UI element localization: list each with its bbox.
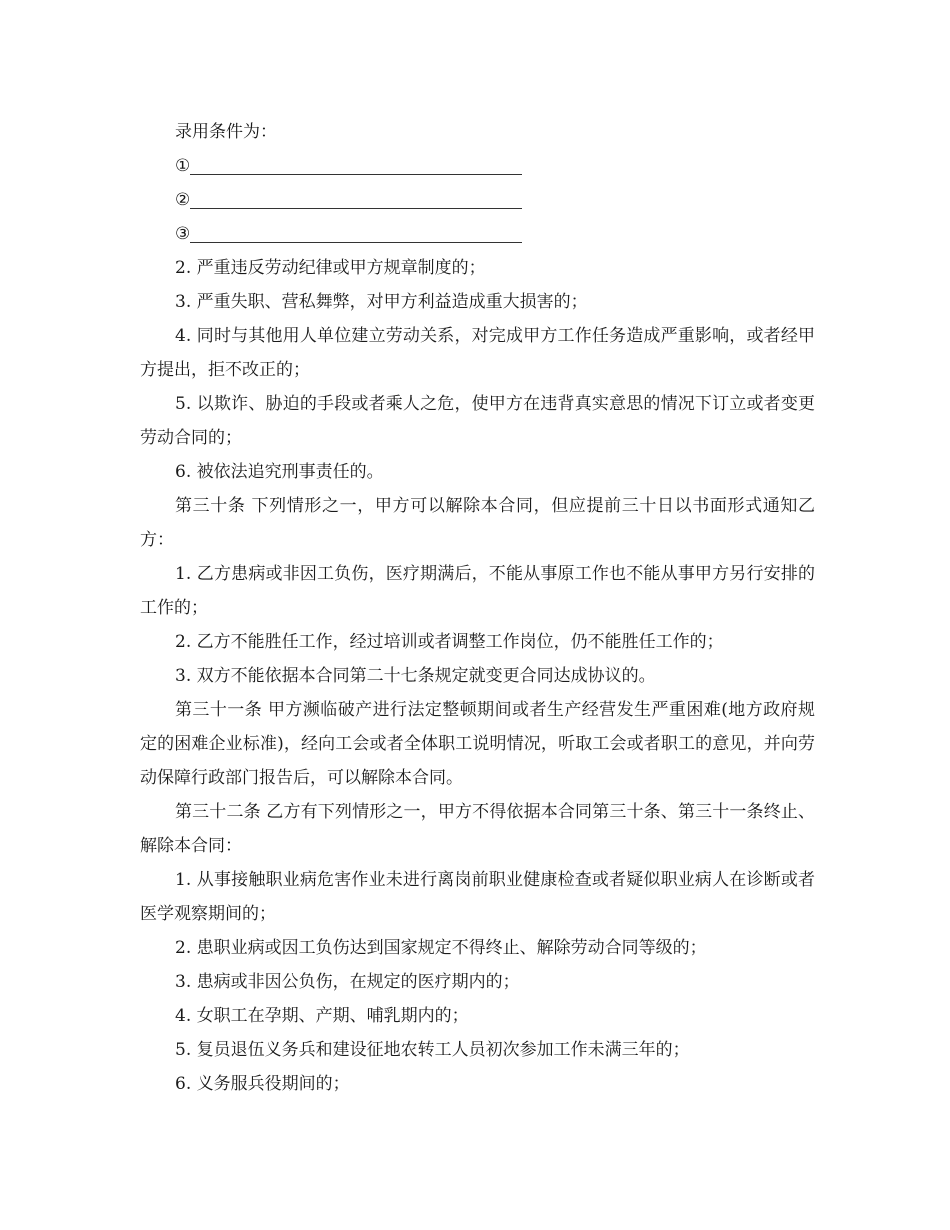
clause-item: 6. 被依法追究刑事责任的。 (175, 462, 384, 482)
article-32: 第三十二条 乙方有下列情形之一，甲方不得依据本合同第三十条、第三十一条终止、解除本合同： (140, 802, 815, 856)
fill-in-line (190, 174, 522, 175)
clause-item: 1. 乙方患病或非因工负伤，医疗期满后，不能从事原工作也不能从事甲方另行安排的工作的； (140, 564, 815, 618)
clause-item: 4. 女职工在孕期、产期、哺乳期内的； (175, 1006, 469, 1026)
blank-marker: ① (175, 156, 191, 176)
blank-line-3 (140, 217, 815, 251)
article-30: 第三十条 下列情形之一，甲方可以解除本合同，但应提前三十日以书面形式通知乙方： (140, 496, 815, 550)
clause-item: 5. 以欺诈、胁迫的手段或者乘人之危，使甲方在违背真实意思的情况下订立或者变更劳动合同的； (140, 394, 815, 448)
clause-item: 2. 患职业病或因工负伤达到国家规定不得终止、解除劳动合同等级的； (175, 938, 707, 958)
clause-item: 3. 严重失职、营私舞弊，对甲方利益造成重大损害的； (175, 292, 588, 312)
article-31: 第三十一条 甲方濒临破产进行法定整顿期间或者生产经营发生严重困难(地方政府规定的困难企业标准)，经向工会或者全体职工说明情况，听取工会或者职工的意见，并向劳动保障行政部门报告后，可以解除本合同。 (140, 700, 815, 788)
blank-marker: ③ (175, 224, 191, 244)
clause-item: 2. 严重违反劳动纪律或甲方规章制度的； (175, 258, 486, 278)
fill-in-line (190, 208, 522, 209)
clause-item: 3. 双方不能依据本合同第二十七条规定就变更合同达成协议的。 (175, 666, 656, 686)
clause-item: 3. 患病或非因公负伤，在规定的医疗期内的； (175, 972, 520, 992)
clause-item: 6. 义务服兵役期间的； (175, 1074, 350, 1094)
blank-line-2 (140, 183, 815, 217)
conditions-heading: 录用条件为： (175, 122, 277, 142)
clause-item: 2. 乙方不能胜任工作，经过培训或者调整工作岗位，仍不能胜任工作的； (175, 632, 724, 652)
blank-marker: ② (175, 190, 191, 210)
clause-item: 5. 复员退伍义务兵和建设征地农转工人员初次参加工作未满三年的； (175, 1040, 690, 1060)
blank-line-1 (140, 149, 815, 183)
contract-body (140, 115, 815, 1101)
clause-item: 1. 从事接触职业病危害作业未进行离岗前职业健康检查或者疑似职业病人在诊断或者医学观察期间的； (140, 870, 815, 924)
fill-in-line (190, 242, 522, 243)
clause-item: 4. 同时与其他用人单位建立劳动关系，对完成甲方工作任务造成严重影响，或者经甲方提出，拒不改正的； (140, 326, 815, 380)
